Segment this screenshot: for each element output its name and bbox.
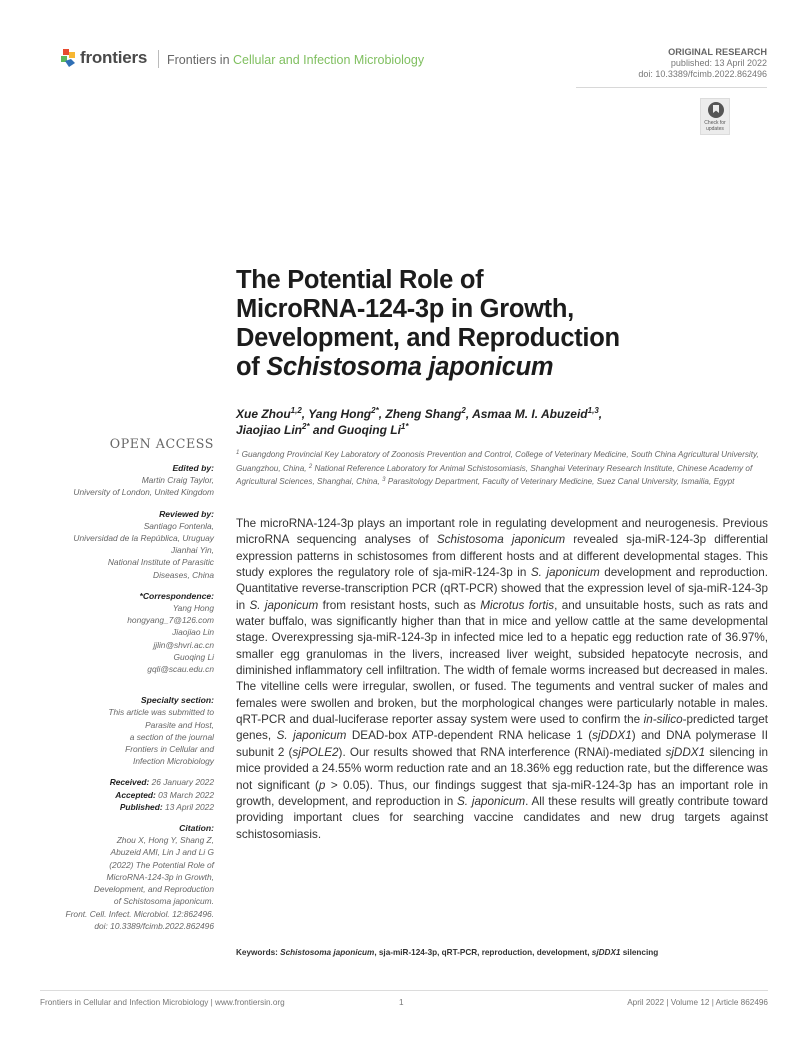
citation-line: (2022) The Potential Role of (109, 859, 214, 870)
citation-line: Front. Cell. Infect. Microbiol. 12:862496. (65, 908, 214, 919)
title-line: Development, and Reproduction (236, 324, 620, 352)
correspondent-name: Jiaojiao Lin (172, 627, 214, 638)
sidebar-line: Frontiers in Cellular and (125, 744, 214, 755)
date-label: Accepted: (115, 789, 156, 800)
abstract-text: revealed sja-miR-124-3p differential expression patterns in schistosomes from different hosts and at different developmental stages. This study explores the regulatory role of sja-miR-124-3p in (236, 533, 768, 580)
title-line: The Potential Role of (236, 266, 484, 294)
brand-separator (158, 50, 159, 68)
affiliation-text: National Reference Laboratory for Animal Schistosomiasis, Shanghai Veterinary Research Institute, Chinese Academy of Agricultural Sciences, Shanghai, China, (236, 463, 753, 486)
affiliation-text: Parasitology Department, Faculty of Veterinary Medicine, Suez Canal University, Ismailia, Egypt (385, 477, 735, 486)
correspondent-name: Yang Hong (172, 603, 214, 614)
published-date: published: 13 April 2022 (670, 58, 767, 68)
citation-line: Development, and Reproduction (93, 884, 214, 895)
abstract-text: Microtus fortis (480, 598, 555, 612)
author-separator: , (301, 407, 309, 421)
correspondent-email[interactable]: hongyang_7@126.com (127, 615, 214, 626)
journal-accent: Cellular and Infection Microbiology (233, 53, 425, 67)
title-species: Schistosoma japonicum (266, 353, 554, 381)
keyword: sjDDX1 (591, 948, 621, 957)
check-for-updates-button[interactable] (700, 98, 730, 135)
title-line (236, 353, 696, 382)
author-separator: , (598, 407, 603, 421)
journal-name[interactable] (167, 53, 424, 67)
keyword: , sja-miR-124-3p, qRT-PCR, reproduction, development, (374, 948, 592, 957)
citation-doi[interactable]: doi: 10.3389/fcimb.2022.862496 (94, 920, 214, 931)
date-value: 13 April 2022 (162, 801, 214, 812)
sidebar-line: Jianhai Yin, (171, 545, 214, 556)
author-affiliation-marker: 2* (302, 422, 310, 431)
citation-section (40, 822, 214, 932)
affiliation-number: 2 (308, 463, 313, 470)
abstract-text: The microRNA-124-3p plays an important role in regulating development and neurogenesis. Previous microRNA sequencing analyses of (236, 517, 768, 547)
sidebar-line: Martin Craig Taylor, (141, 475, 214, 486)
sidebar-line: Infection Microbiology (133, 756, 214, 767)
correspondent-email[interactable]: gqli@scau.edu.cn (147, 664, 214, 675)
abstract-text: development and reproduction. Quantitative reverse-transcription PCR (qRT-PCR) showed that the expression level of sja-miR-124-3p in (236, 566, 768, 612)
sidebar-line: Diseases, China (153, 569, 214, 580)
title-line: MicroRNA-124-3p in Growth, (236, 295, 574, 323)
affiliation-text: Guangdong Provincial Key Laboratory of Zoonosis Prevention and Control, College of Veterinary Medicine, South China Agricultural University, Guangzhou, China, (236, 450, 759, 473)
abstract-text: S. japonicum (249, 598, 319, 612)
logo-square-red (63, 49, 69, 55)
date-label: Published: (119, 801, 163, 812)
date-value: 03 March 2022 (155, 789, 214, 800)
sidebar-line: a section of the journal (129, 731, 214, 742)
article-type: ORIGINAL RESEARCH (668, 47, 767, 57)
sidebar-line: Santiago Fontenla, (143, 520, 214, 531)
affiliations (236, 448, 766, 489)
article-title (236, 266, 696, 382)
correspondent-email[interactable]: jjlin@shvri.ac.cn (153, 639, 214, 650)
section-heading: Reviewed by: (159, 508, 214, 519)
keyword: Schistosoma japonicum (280, 948, 375, 957)
abstract-text: , and unsuitable hosts, such as rats and water buffalo, was significantly higher than that in mice and yellow cattle at the same developmental stage. Overexpressing sja-miR-124-3p in infected mice led to a hepatic egg reduction rate of 36.97%, smaller egg granulomas in the livers, increased liver weight, subsided hepatocyte necrosis, and diminished inflammatory cell infiltration. The width of female worms increased but decreased in males. The vitelline cells were irregular, swollen, or fused. The teguments and ventral sucker of males and females were swollen and broken, but the morphological changes were particularly notable in males. qRT-PCR and dual-luciferase reporter assay system were used to confirm the (236, 598, 768, 727)
edited-by-section (40, 462, 214, 499)
author-affiliation-marker: 1* (400, 422, 409, 431)
section-heading: Specialty section: (140, 695, 214, 706)
correspondence-section (40, 590, 214, 675)
abstract-text: -predicted target genes, (236, 713, 768, 743)
keyword-list (280, 948, 658, 957)
brand-name[interactable]: frontiers (80, 48, 148, 67)
abstract-text: > 0.05). Thus, our findings suggest that sja-miR-124-3p has an important role in growth, development, and reproduction in (236, 778, 769, 808)
author-name[interactable]: Asmaa M. I. Abuzeid (472, 407, 588, 421)
section-heading: *Correspondence: (139, 590, 214, 601)
logo-square-yellow (69, 52, 75, 58)
author-separator: , (378, 407, 386, 421)
citation-line: of Schistosoma japonicum. (113, 896, 214, 907)
author-separator: and (309, 423, 338, 437)
sidebar-line: This article was submitted to (108, 707, 214, 718)
keywords-label: Keywords: (236, 948, 281, 957)
author-affiliation-marker: 2 (461, 406, 466, 415)
section-heading: Citation: (179, 823, 214, 834)
affiliation-number: 3 (382, 477, 386, 483)
abstract (236, 516, 768, 843)
abstract-text: ) and DNA polymerase II subunit 2 ( (236, 729, 768, 759)
citation-line: MicroRNA-124-3p in Growth, (106, 871, 214, 882)
accepted-date (40, 789, 214, 801)
date-label: Received: (109, 777, 150, 788)
sidebar-line: Parasite and Host, (145, 719, 214, 730)
footer-divider (40, 990, 768, 991)
journal-prefix: Frontiers in (167, 53, 233, 67)
doi[interactable]: doi: 10.3389/fcimb.2022.862496 (638, 69, 767, 79)
dates-section (40, 776, 214, 813)
citation-line: Zhou X, Hong Y, Shang Z, (116, 835, 214, 846)
author-name[interactable]: Xue Zhou (236, 407, 291, 421)
author-list (236, 406, 706, 438)
abstract-text: silencing in mice provided a 24.55% worm reduction rate and an 18.36% egg reduction rate, but the difference was not significant ( (236, 745, 768, 792)
correspondent-name: Guoqing Li (173, 651, 214, 662)
footer-issue: April 2022 | Volume 12 | Article 862496 (627, 998, 768, 1007)
author-affiliation-marker: 2* (371, 406, 379, 415)
footer-journal: Frontiers in Cellular and Infection Microbiology | www.frontiersin.org (40, 998, 285, 1007)
abstract-text: S. japonicum (276, 729, 347, 743)
author-name[interactable]: Yang Hong (308, 407, 372, 421)
sidebar-line: National Institute of Parasitic (107, 557, 214, 568)
spacer (40, 684, 214, 694)
frontiers-logo-icon[interactable] (61, 49, 77, 67)
abstract-text: ). Our results showed that RNA interference (RNAi)-mediated (338, 745, 666, 759)
date-value: 26 January 2022 (149, 777, 214, 788)
abstract-text: sjDDX1 (665, 745, 706, 759)
header-divider (576, 87, 767, 88)
section-heading: Edited by: (172, 463, 214, 473)
author-name[interactable]: Jiaojiao Lin (236, 423, 303, 437)
keyword: silencing (620, 948, 659, 957)
received-date (40, 776, 214, 788)
author-affiliation-marker: 1,2 (290, 406, 302, 415)
abstract-text: p (318, 778, 326, 792)
author-name[interactable]: Guoqing Li (337, 423, 401, 437)
published-date-sidebar (40, 801, 214, 813)
title-text: of (236, 353, 267, 381)
article-info-sidebar (40, 436, 214, 941)
affiliation-number: 1 (236, 450, 240, 456)
sidebar-line: University of London, United Kingdom (73, 487, 214, 498)
author-affiliation-marker: 1,3 (587, 406, 599, 415)
abstract-text: S. japonicum (457, 794, 526, 808)
open-access-label: OPEN ACCESS (109, 436, 214, 451)
abstract-text: sjDDX1 (592, 729, 632, 743)
author-separator: , (465, 407, 473, 421)
abstract-text: DEAD-box ATP-dependent RNA helicase 1 ( (346, 729, 593, 743)
keywords (236, 948, 776, 957)
page-number: 1 (399, 998, 404, 1007)
abstract-text: in-silico (643, 713, 683, 727)
abstract-text: from resistant hosts, such as (318, 598, 481, 612)
reviewed-by-section (40, 508, 214, 581)
abstract-text: S. japonicum (530, 566, 600, 580)
check-updates-label: Check for updates (704, 120, 726, 132)
abstract-text: sjPOLE2 (292, 745, 339, 759)
abstract-text: Schistosoma japonicum (436, 533, 566, 547)
abstract-text: . All these results will greatly contribute toward providing important clues for searching vaccine candidates and new drug targets against schistosomiasis. (236, 794, 768, 841)
sidebar-line: Universidad de la República, Uruguay (73, 533, 214, 544)
citation-line: Abuzeid AMI, Lin J and Li G (110, 847, 214, 858)
specialty-section (40, 694, 214, 767)
author-name[interactable]: Zheng Shang (385, 407, 462, 421)
